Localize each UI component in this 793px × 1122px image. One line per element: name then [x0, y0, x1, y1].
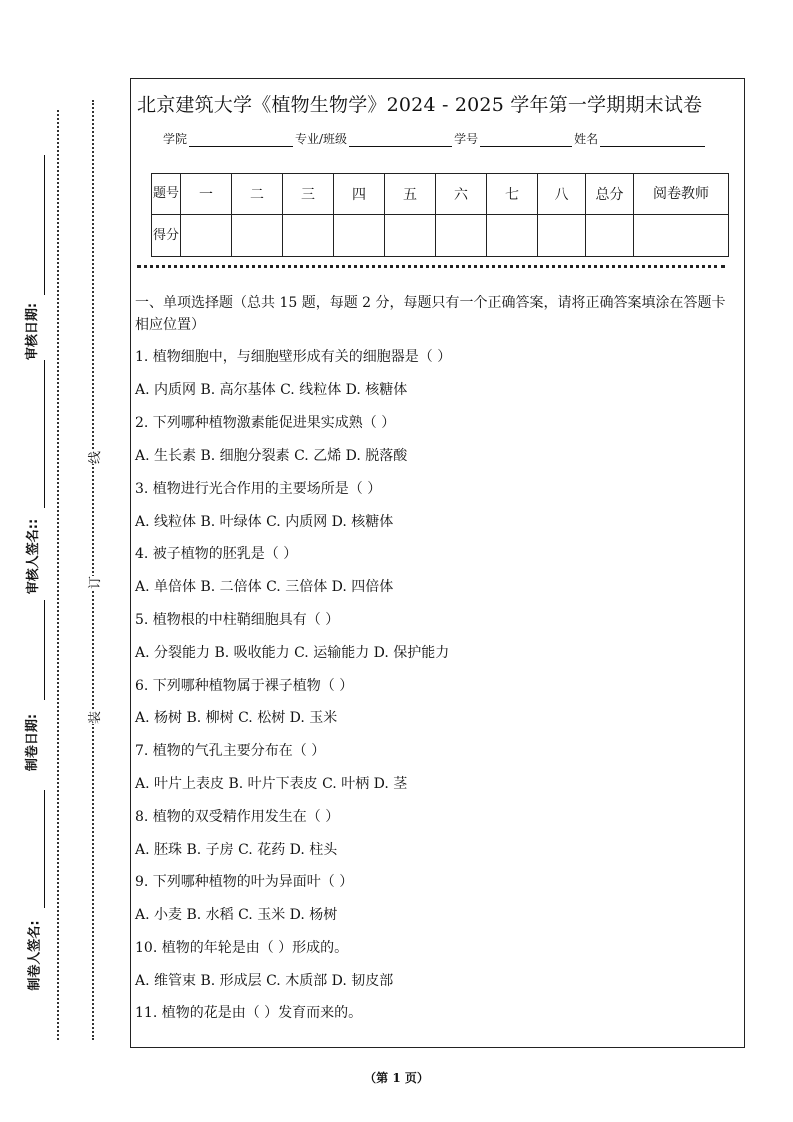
options-7: A. 叶片上表皮 B. 叶片下表皮 C. 叶柄 D. 茎 [135, 776, 408, 792]
score-col-2: 二 [232, 174, 283, 215]
question-7: 7. 植物的气孔主要分布在（ ） [135, 743, 326, 759]
score-cell[interactable] [334, 215, 385, 257]
options-8: A. 胚珠 B. 子房 C. 花药 D. 柱头 [135, 842, 338, 858]
binding-char-xian: 线 [84, 451, 103, 464]
score-cell[interactable] [385, 215, 436, 257]
name-label: 姓名 [574, 132, 599, 146]
score-cell[interactable] [283, 215, 334, 257]
student-info-row [163, 130, 707, 147]
score-col-8: 八 [538, 174, 586, 215]
score-cell[interactable] [436, 215, 487, 257]
college-field[interactable] [189, 132, 293, 147]
score-col-6: 六 [436, 174, 487, 215]
options-5: A. 分裂能力 B. 吸收能力 C. 运输能力 D. 保护能力 [135, 645, 450, 661]
score-col-5: 五 [385, 174, 436, 215]
binding-dotted-line-outer [57, 110, 59, 1040]
score-cell[interactable] [181, 215, 232, 257]
major-class-label: 专业/班级 [295, 132, 348, 146]
score-col-grader: 阅卷教师 [634, 174, 729, 215]
options-1: A. 内质网 B. 高尔基体 C. 线粒体 D. 核糖体 [135, 382, 408, 398]
question-2: 2. 下列哪种植物激素能促进果实成熟（ ） [135, 415, 396, 431]
preparer-signature-label: 制卷人签名: [27, 920, 43, 991]
score-cell[interactable] [634, 215, 729, 257]
score-col-4: 四 [334, 174, 385, 215]
question-10: 10. 植物的年轮是由（ ）形成的。 [135, 940, 349, 956]
binding-char-ding: 订 [84, 576, 103, 589]
major-class-field[interactable] [349, 132, 452, 147]
question-8: 8. 植物的双受精作用发生在（ ） [135, 809, 340, 825]
question-3: 3. 植物进行光合作用的主要场所是（ ） [135, 481, 382, 497]
score-col-total: 总分 [586, 174, 634, 215]
name-field[interactable] [600, 132, 705, 147]
page-number: （第 1 页） [364, 1071, 429, 1085]
question-5: 5. 植物根的中柱鞘细胞具有（ ） [135, 612, 340, 628]
score-cell[interactable] [232, 215, 283, 257]
score-row-header: 得分 [152, 215, 181, 257]
score-cell[interactable] [487, 215, 538, 257]
score-col-7: 七 [487, 174, 538, 215]
options-3: A. 线粒体 B. 叶绿体 C. 内质网 D. 核糖体 [135, 514, 394, 530]
score-cell[interactable] [586, 215, 634, 257]
options-6: A. 杨树 B. 柳树 C. 松树 D. 玉米 [135, 710, 338, 726]
preparer-signature-line[interactable] [44, 790, 45, 908]
score-table [151, 173, 729, 257]
student-id-field[interactable] [480, 132, 572, 147]
options-9: A. 小麦 B. 水稻 C. 玉米 D. 杨树 [135, 907, 338, 923]
review-date-line[interactable] [44, 155, 45, 295]
score-col-3: 三 [283, 174, 334, 215]
header-separator [137, 265, 725, 268]
question-6: 6. 下列哪种植物属于裸子植物（ ） [135, 678, 354, 694]
college-label: 学院 [163, 132, 188, 146]
student-id-label: 学号 [454, 132, 479, 146]
reviewer-signature-line[interactable] [44, 360, 45, 508]
prep-date-label: 制卷日期: [25, 713, 41, 772]
review-date-label: 审核日期: [25, 302, 41, 361]
question-number-header: 题号 [152, 174, 181, 215]
question-9: 9. 下列哪种植物的叶为异面叶（ ） [135, 874, 354, 890]
options-2: A. 生长素 B. 细胞分裂素 C. 乙烯 D. 脱落酸 [135, 448, 408, 464]
score-col-1: 一 [181, 174, 232, 215]
score-cell[interactable] [538, 215, 586, 257]
section-title: 一、单项选择题（总共 15 题，每题 2 分，每题只有一个正确答案，请将正确答案填涂在答题卡相应位置） [135, 295, 726, 333]
question-1: 1. 植物细胞中，与细胞壁形成有关的细胞器是（ ） [135, 349, 452, 365]
exam-title: 北京建筑大学《植物生物学》2024 - 2025 学年第一学期期末试卷 [137, 94, 703, 116]
binding-dotted-line-inner [92, 100, 94, 1040]
reviewer-signature-label: 审核人签名:: [26, 518, 42, 595]
question-4: 4. 被子植物的胚乳是（ ） [135, 546, 298, 562]
question-11: 11. 植物的花是由（ ）发育而来的。 [135, 1005, 363, 1021]
options-10: A. 维管束 B. 形成层 C. 木质部 D. 韧皮部 [135, 973, 394, 989]
prep-date-line[interactable] [44, 600, 45, 700]
binding-char-zhuang: 装 [84, 711, 103, 724]
options-4: A. 单倍体 B. 二倍体 C. 三倍体 D. 四倍体 [135, 579, 394, 595]
